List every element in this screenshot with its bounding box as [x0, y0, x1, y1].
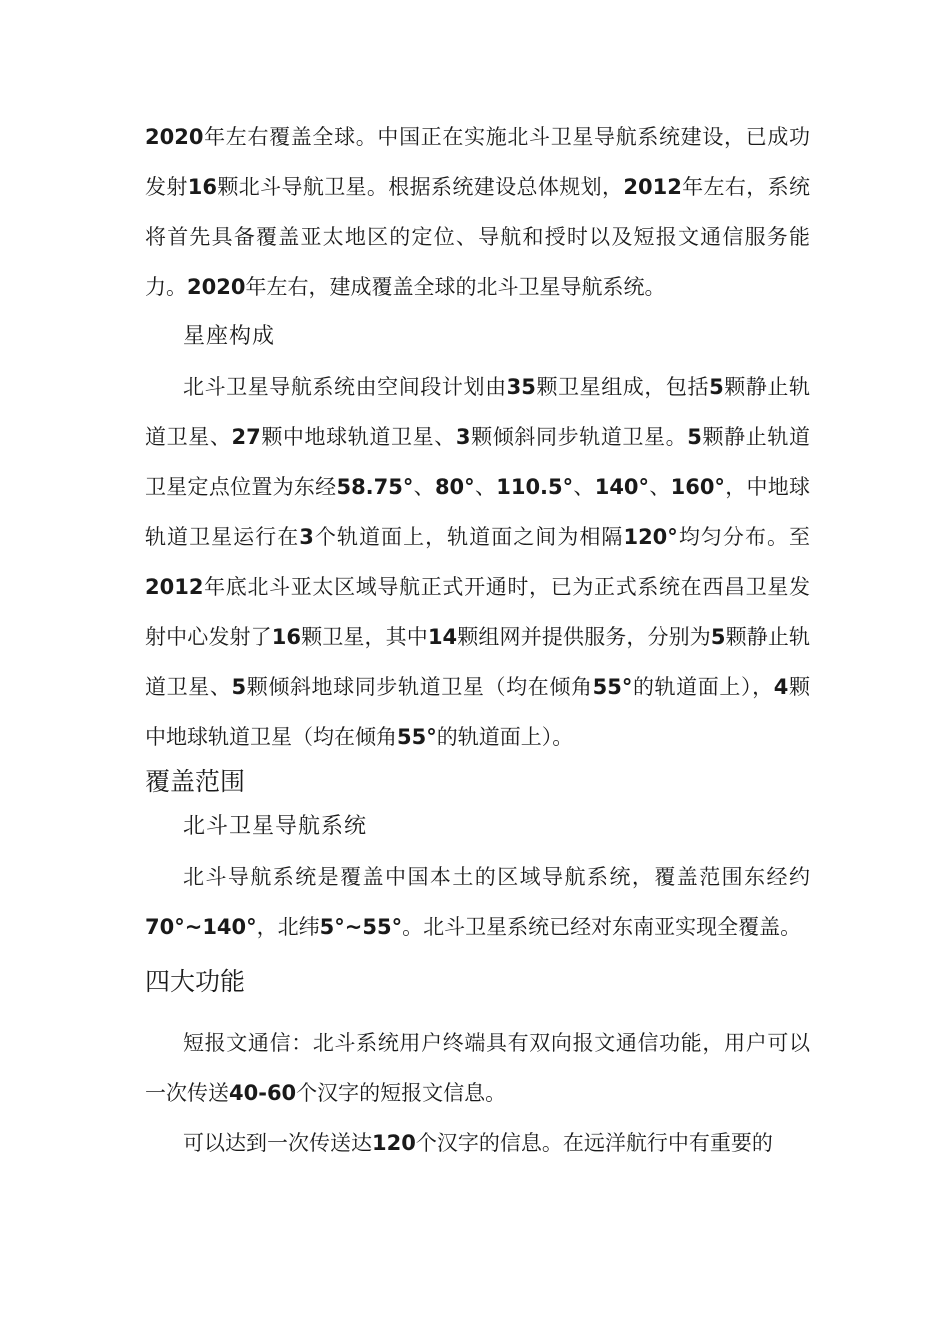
text: 、 — [413, 475, 435, 499]
num: 40-60 — [229, 1081, 297, 1105]
text: 颗卫星组成，包括 — [535, 375, 710, 399]
num: 2020 — [187, 275, 246, 299]
num: 55° — [397, 725, 437, 749]
text: 颗北斗导航卫星。根据系统建设总体规划， — [216, 175, 624, 199]
num: 16 — [271, 625, 302, 649]
paragraph-constellation — [145, 362, 810, 762]
text: 个汉字的短报文信息。 — [296, 1081, 507, 1105]
text: 个汉字的信息。在远洋航行中有重要的 — [415, 1131, 773, 1155]
text: 的轨道面上）。 — [436, 725, 574, 749]
num: 5 — [231, 675, 247, 699]
num: 2012 — [145, 575, 204, 599]
num: 5 — [687, 425, 702, 449]
text: 年底北斗亚太区域导航正式开通时，已为正式系统在西昌卫星发射中心发射了 — [145, 575, 810, 649]
num: 5 — [709, 375, 724, 399]
text: 颗静止轨道卫星定点位置为东经 — [145, 425, 811, 499]
num: 2020 — [145, 125, 204, 149]
text: 年左右，建成覆盖全球的北斗卫星导航系统。 — [245, 275, 666, 299]
num: 55° — [592, 675, 633, 699]
text: 年左右覆盖全球。中国正在实施北斗卫星导航系统建设，已成功发射 — [145, 125, 810, 199]
num: 4 — [773, 675, 789, 699]
num: 160° — [670, 475, 725, 499]
paragraph-message-capacity — [145, 1118, 810, 1168]
text: 年左右，系统将首先具备覆盖亚太地区的定位、导航和授时以及短报文通信服务能力。 — [145, 175, 811, 299]
text: 可以达到一次传送达 — [183, 1131, 372, 1155]
num: 2012 — [623, 175, 682, 199]
num: 140° — [594, 475, 650, 499]
text: 颗中地球轨道卫星（均在倾角 — [145, 675, 811, 749]
num: 14 — [427, 625, 458, 649]
num: 110.5° — [496, 475, 574, 499]
text: 、 — [573, 475, 595, 499]
paragraph-coverage — [145, 852, 810, 952]
text: 颗中地球轨道卫星、 — [260, 425, 456, 449]
num: 5°~55° — [319, 915, 403, 939]
text: 北斗卫星导航系统由空间段计划由 — [183, 375, 507, 399]
heading-functions: 四大功能 — [145, 967, 246, 996]
document-body — [145, 112, 810, 1168]
num: 35 — [506, 375, 536, 399]
text: 颗静止轨道卫星、 — [145, 375, 811, 449]
text: 、 — [649, 475, 671, 499]
text: 短报文通信：北斗系统用户终端具有双向报文通信功能，用户可以一次传送 — [145, 1031, 810, 1105]
num: 58.75° — [336, 475, 414, 499]
text: 。北斗卫星系统已经对东南亚实现全覆盖。 — [402, 915, 802, 939]
num: 80° — [434, 475, 475, 499]
num: 3 — [455, 425, 471, 449]
paragraph-short-message — [145, 1018, 810, 1118]
num: 120° — [623, 525, 678, 549]
text: 颗卫星，其中 — [301, 625, 428, 649]
paragraph-intro — [145, 112, 810, 312]
heading-beidou-system: 北斗卫星导航系统 — [183, 814, 368, 839]
text: ，中地球轨道卫星运行在 — [145, 475, 811, 549]
num: 16 — [187, 175, 217, 199]
text: 个轨道面上，轨道面之间为相隔 — [313, 525, 624, 549]
num: 70°~140° — [145, 915, 257, 939]
num: 120 — [372, 1131, 416, 1155]
text: ，北纬 — [256, 915, 320, 939]
text: 颗静止轨道卫星、 — [145, 625, 811, 699]
text: 、 — [474, 475, 497, 499]
text: 颗组网并提供服务，分别为 — [457, 625, 711, 649]
num: 27 — [231, 425, 261, 449]
text: 颗倾斜同步轨道卫星。 — [470, 425, 688, 449]
heading-constellation: 星座构成 — [183, 324, 276, 349]
text: 的轨道面上）， — [632, 675, 774, 699]
text: 颗倾斜地球同步轨道卫星（均在倾角 — [246, 675, 593, 699]
text: 均匀分布。至 — [677, 525, 811, 549]
heading-coverage: 覆盖范围 — [145, 767, 246, 796]
text: 北斗导航系统是覆盖中国本土的区域导航系统，覆盖范围东经约 — [183, 865, 810, 889]
num: 5 — [710, 625, 726, 649]
num: 3 — [299, 525, 314, 549]
